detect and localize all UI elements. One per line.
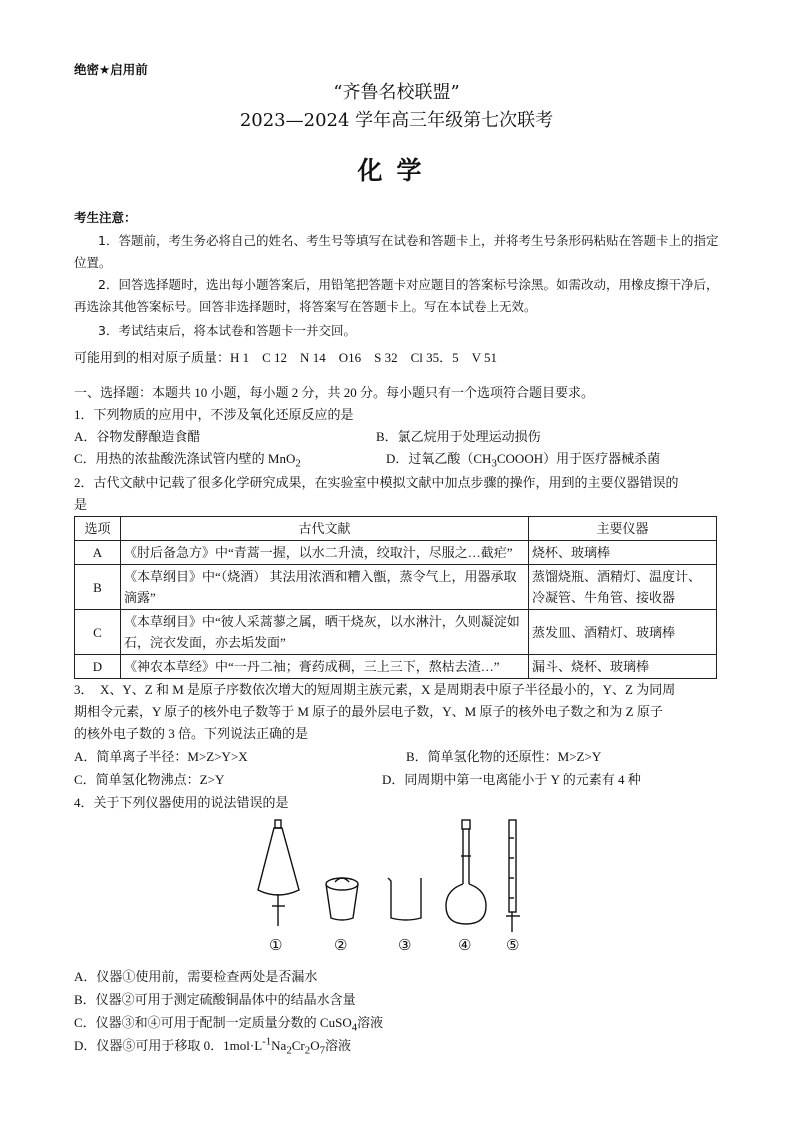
instrument-label-4: ④ — [458, 936, 472, 954]
confidential-label: 绝密★启用前 — [74, 62, 148, 77]
instrument-label-2: ② — [334, 936, 348, 954]
table-header-row — [75, 517, 717, 541]
q1-stem: 1．下列物质的应用中，不涉及氧化还原反应的是 — [74, 407, 354, 422]
crucible-icon — [326, 878, 358, 920]
q3-stem-line1: 3． X、Y、Z 和 M 是原子序数依次增大的短周期主族元素，X 是周期表中原子半径最小的，Y、Z 为同周 — [74, 682, 676, 697]
row-option: C — [75, 610, 121, 655]
q3-stem-line3: 的核外电子数的 3 倍。下列说法正确的是 — [74, 726, 309, 741]
alliance-title: “齐鲁名校联盟” — [333, 82, 460, 103]
row-literature: 《肘后备急方》中“青蒿一握，以水二升渍，绞取汁，尽服之…截疟” — [121, 541, 529, 565]
q1-option-d: D．过氧乙酸$(CH_3COOOH)$用于医疗器械杀菌 — [386, 451, 661, 470]
q3-option-a: A．简单离子半径：M>Z>Y>X — [74, 749, 248, 764]
subject-title: 化学 — [357, 156, 436, 185]
literature-table — [74, 516, 717, 679]
table-row — [75, 541, 717, 565]
q2-stem-line2: 是 — [74, 497, 88, 512]
q2-stem-line1: 2．古代文献中记载了很多化学研究成果，在实验室中模拟文献中加点步骤的操作，用到的主要仪器错误的 — [74, 475, 679, 490]
section-heading: 一、选择题：本题共 10 小题，每小题 2 分，共 20 分。每小题只有一个选项符合题目要求。 — [74, 385, 595, 400]
notice-item-2: 2．回答选择题时，选出每小题答案后，用铅笔把答题卡对应题目的答案标号涂黑。如需改动，用橡皮擦干净后，再选涂其他答案标号。回答非选择题时，将答案写在答题卡上。写在本试卷上无效。 — [74, 277, 719, 314]
q3-option-c: C．简单氢化物沸点：Z>Y — [74, 772, 225, 787]
row-instrument: 蒸发皿、酒精灯、玻璃棒 — [529, 610, 717, 655]
q4-option-b: B．仪器②可用于测定硫酸铜晶体中的结晶水含量 — [74, 992, 356, 1007]
row-option: D — [75, 655, 121, 679]
row-option: B — [75, 565, 121, 610]
notice-item-3: 3．考试结束后，将本试卷和答题卡一并交回。 — [98, 323, 356, 338]
notice-item-1: 1．答题前，考生务必将自己的姓名、考生号等填写在试卷和答题卡上，并将考生号条形码粘贴在答题卡上的指定位置。 — [74, 233, 719, 270]
q4-stem: 4．关于下列仪器使用的说法错误的是 — [74, 795, 289, 810]
instrument-label-5: ⑤ — [506, 936, 520, 954]
volumetric-flask-icon — [446, 820, 486, 924]
q3-option-d: D．同周期中第一电离能小于 Y 的元素有 4 种 — [382, 772, 641, 787]
row-literature: 《神农本草经》中“一丹二袖；膏药成稠，三上三下，熬枯去渣…” — [121, 655, 529, 679]
table-header-option: 选项 — [75, 517, 121, 541]
row-option: A — [75, 541, 121, 565]
separatory-funnel-icon — [258, 820, 299, 926]
beaker-icon — [388, 878, 421, 920]
table-header-literature: 古代文献 — [121, 517, 529, 541]
atomic-masses: 可能用到的相对原子质量：H 1 C 12 N 14 O16 S 32 Cl 35．5 V 51 — [74, 350, 498, 365]
table-row — [75, 610, 717, 655]
row-instrument: 蒸馏烧瓶、酒精灯、温度计、冷凝管、牛角管、接收器 — [529, 565, 717, 610]
q3-stem-line2: 期相令元素，Y 原子的核外电子数等于 M 原子的最外层电子数，Y、M 原子的核外电子数之和为 Z 原子 — [74, 704, 663, 719]
instrument-label-3: ③ — [398, 936, 412, 954]
q1-option-c: C．用热的浓盐酸洗涤试管内壁的 MnO$_2$ — [74, 451, 301, 470]
q4-option-c: C．仪器③和④可用于配制一定质量分数的 CuSO$_4$溶液 — [74, 1015, 384, 1034]
instrument-label-1: ① — [269, 936, 283, 954]
instruments-figure — [250, 818, 540, 936]
table-row — [75, 565, 717, 610]
q4-option-a: A．仪器①使用前，需要检查两处是否漏水 — [74, 969, 318, 984]
row-literature: 《本草纲目》中“彼人采蒿蓼之属，晒干烧灰，以水淋汁，久则凝淀如石，浣衣发面，亦去垢发面” — [121, 610, 529, 655]
row-literature: 《本草纲目》中“（烧酒） 其法用浓酒和糟入甑，蒸令气上，用器承取滴露” — [121, 565, 529, 610]
row-instrument: 烧杯、玻璃棒 — [529, 541, 717, 565]
notice-heading: 考生注意： — [74, 210, 137, 225]
burette-icon — [506, 820, 520, 932]
q1-option-a: A．谷物发酵酿造食醋 — [74, 429, 201, 444]
q1-option-b: B．氯乙烷用于处理运动损伤 — [376, 429, 541, 444]
table-header-instrument: 主要仪器 — [529, 517, 717, 541]
row-instrument: 漏斗、烧杯、玻璃棒 — [529, 655, 717, 679]
q4-option-d: D．仪器⑤可用于移取 0．$1mol\cdot L^{-1}Na_2Cr_2O_7$溶液 — [74, 1035, 352, 1057]
q3-option-b: B．简单氢化物的还原性：M>Z>Y — [406, 749, 602, 764]
table-row — [75, 655, 717, 679]
exam-title: 2023—2024 学年高三年级第七次联考 — [239, 110, 554, 131]
